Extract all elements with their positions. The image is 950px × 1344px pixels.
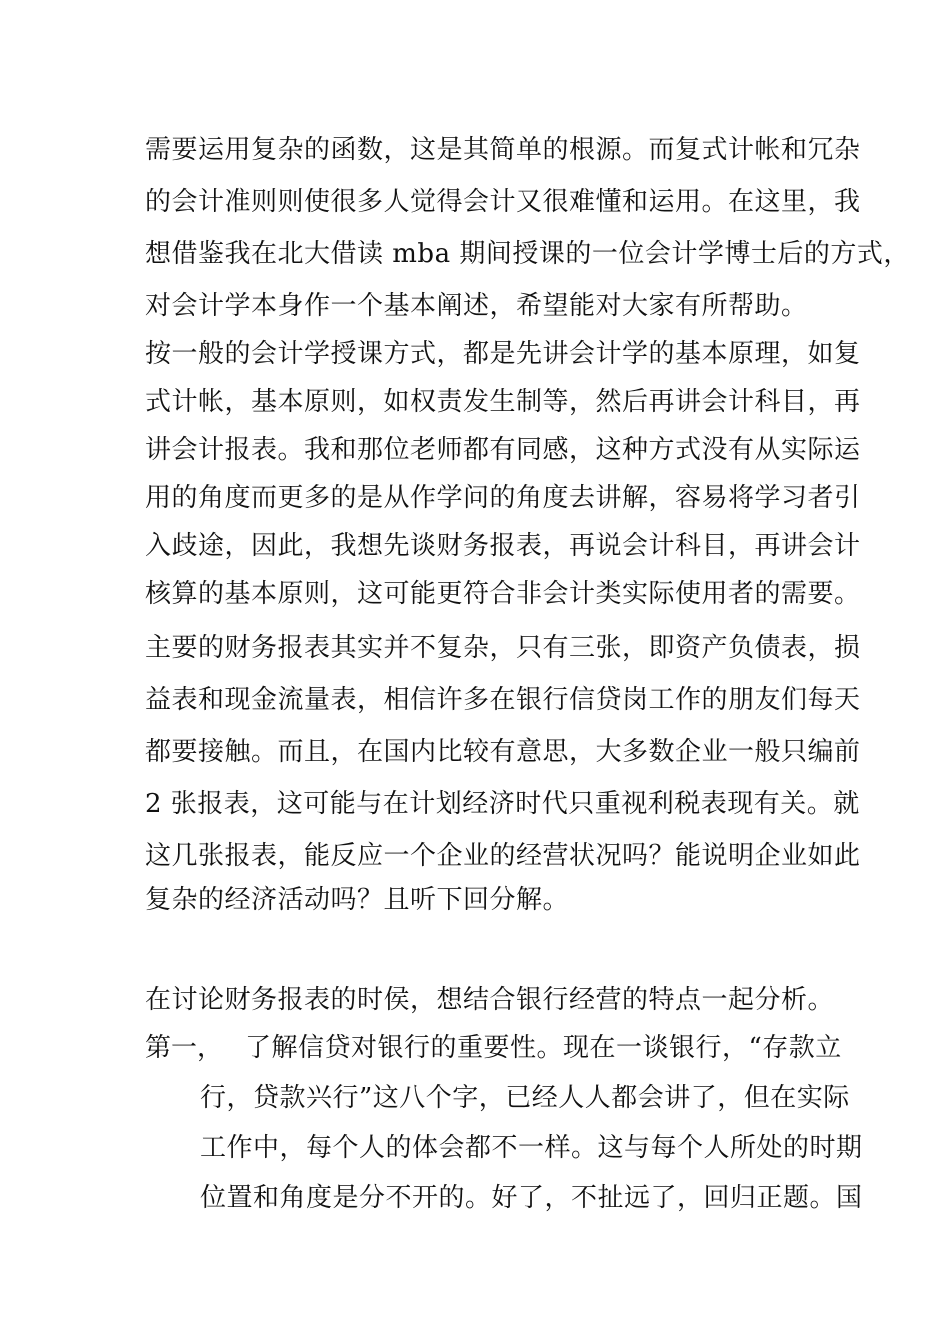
paragraph-3-line-2: 益表和现金流量表，相信许多在银行信贷岗工作的朋友们每天 (145, 685, 861, 715)
paragraph-1-line-3: 想借鉴我在北大借读 mba 期间授课的一位会计学博士后的方式， (145, 239, 910, 269)
list-item-label: 第一， (145, 1033, 224, 1063)
paragraph-3-line-5: 这几张报表，能反应一个企业的经营状况吗？能说明企业如此 (145, 841, 861, 871)
paragraph-1-line-2: 的会计准则则使很多人觉得会计又很难懂和运用。在这里，我 (145, 187, 861, 217)
paragraph-2-line-5: 入歧途，因此，我想先谈财务报表，再说会计科目，再讲会计 (145, 531, 861, 561)
paragraph-2-line-3: 讲会计报表。我和那位老师都有同感，这种方式没有从实际运 (145, 435, 861, 465)
paragraph-3-line-1: 主要的财务报表其实并不复杂，只有三张，即资产负债表，损 (145, 633, 861, 663)
paragraph-2-line-6: 核算的基本原则，这可能更符合非会计类实际使用者的需要。 (145, 579, 861, 609)
paragraph-3-line-6: 复杂的经济活动吗？且听下回分解。 (145, 885, 570, 915)
list-item-line-4: 位置和角度是分不开的。好了，不扯远了，回归正题。国 (200, 1183, 863, 1213)
paragraph-2-line-1: 按一般的会计学授课方式，都是先讲会计学的基本原理，如复 (145, 339, 861, 369)
paragraph-2-line-4: 用的角度而更多的是从作学问的角度去讲解，容易将学习者引 (145, 483, 861, 513)
paragraph-3-line-4: 2 张报表，这可能与在计划经济时代只重视利税表现有关。就 (145, 789, 860, 819)
list-item-line-3: 工作中，每个人的体会都不一样。这与每个人所处的时期 (200, 1133, 863, 1163)
list-item-first-line: 了解信贷对银行的重要性。现在一谈银行，“存款立 (245, 1033, 842, 1063)
list-item-line-2: 行，贷款兴行”这八个字，已经人人都会讲了，但在实际 (200, 1083, 850, 1113)
paragraph-1-line-1: 需要运用复杂的函数，这是其简单的根源。而复式计帐和冗杂 (145, 135, 861, 165)
paragraph-2-line-2: 式计帐，基本原则，如权责发生制等，然后再讲会计科目，再 (145, 387, 861, 417)
paragraph-3-line-3: 都要接触。而且，在国内比较有意思，大多数企业一般只编前 (145, 737, 861, 767)
paragraph-4-line-1: 在讨论财务报表的时侯，想结合银行经营的特点一起分析。 (145, 985, 835, 1015)
paragraph-1-line-4: 对会计学本身作一个基本阐述，希望能对大家有所帮助。 (145, 291, 808, 321)
